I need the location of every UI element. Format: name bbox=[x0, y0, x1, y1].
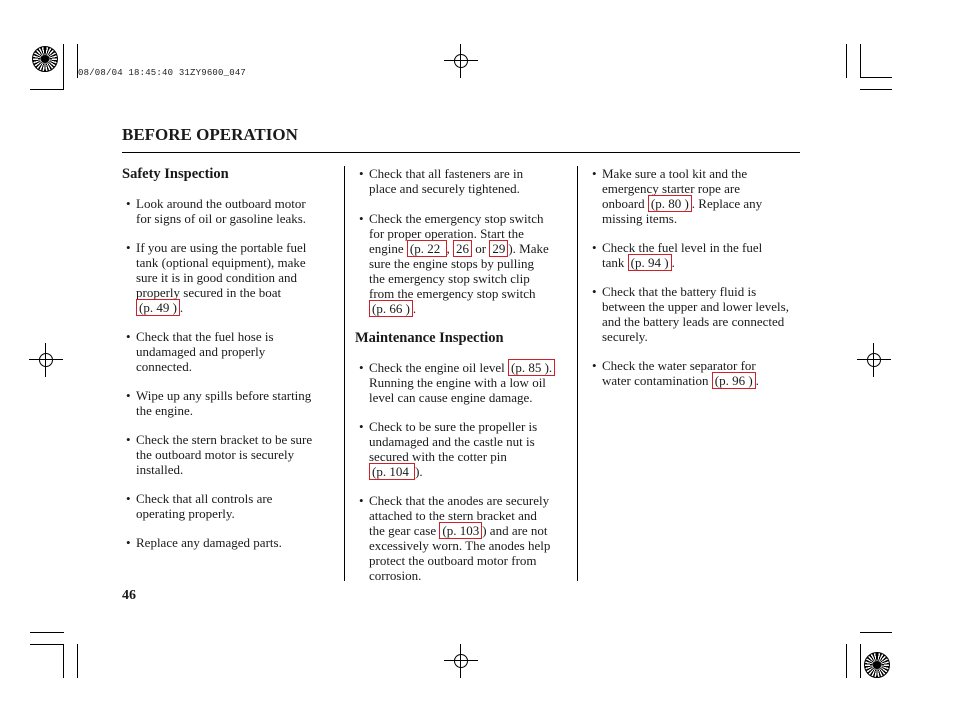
print-metadata: 08/08/04 18:45:40 31ZY9600_047 bbox=[78, 68, 247, 78]
list-item: • Check that the battery fluid is between the upper and lower levels, and the battery leads are connected securely. bbox=[592, 284, 789, 344]
list-item: • Make sure a tool kit and the emergency starter rope are onboard (p. 80 ) . Replace any missing items. bbox=[592, 166, 763, 226]
page-reference-link[interactable]: (p. 66 ) bbox=[369, 300, 413, 317]
list-item: • Check the emergency stop switch for proper operation. Start the engine (p. 22 , 26 or 29 ). Make sure the engine stops by pulling the emergency stop switch clip from the emergency stop switch (p. 66 ) . bbox=[359, 211, 549, 316]
list-item: • Check that the fuel hose is undamaged and properly connected. bbox=[126, 329, 274, 374]
column-checks bbox=[588, 166, 803, 388]
page-reference-link[interactable]: (p. 22 bbox=[407, 240, 447, 257]
crop-mark bbox=[63, 644, 64, 678]
list-item: • Check the water separator for water contamination (p. 96 ) . bbox=[592, 358, 759, 388]
page-reference-link[interactable]: 29 bbox=[489, 240, 508, 257]
page-reference-link[interactable]: 26 bbox=[453, 240, 472, 257]
crop-mark bbox=[860, 632, 892, 633]
registration-crosshair-left bbox=[29, 343, 63, 377]
registration-sunburst-top-left bbox=[32, 46, 58, 72]
crop-mark bbox=[846, 644, 847, 678]
registration-crosshair-bottom bbox=[444, 644, 478, 678]
crop-mark bbox=[846, 44, 847, 78]
registration-crosshair-top bbox=[444, 44, 478, 78]
page-reference-link[interactable]: (p. 80 ) bbox=[648, 195, 692, 212]
page-reference-link[interactable]: (p. 85 ). bbox=[508, 359, 555, 376]
column-safety bbox=[122, 166, 337, 550]
section-title: BEFORE OPERATION bbox=[122, 125, 298, 144]
page-number: 46 bbox=[122, 588, 136, 603]
page-reference-link[interactable]: (p. 103 bbox=[439, 522, 482, 539]
page-reference-link[interactable]: (p. 104 bbox=[369, 463, 415, 480]
crop-mark bbox=[860, 89, 892, 90]
list-item: • Check the stern bracket to be sure the outboard motor is securely installed. bbox=[126, 432, 313, 477]
title-rule bbox=[122, 152, 800, 153]
list-item: • Look around the outboard motor for signs of oil or gasoline leaks. bbox=[126, 196, 307, 226]
list-item: • Check that all controls are operating properly. bbox=[126, 491, 273, 521]
crop-mark bbox=[63, 44, 64, 90]
subheading-maintenance-inspection: Maintenance Inspection bbox=[355, 330, 504, 346]
page-reference-link[interactable]: (p. 49 ) bbox=[136, 299, 180, 316]
crop-mark bbox=[30, 644, 64, 645]
registration-crosshair-right bbox=[857, 343, 891, 377]
column-divider bbox=[577, 166, 578, 581]
column-divider bbox=[344, 166, 345, 581]
column-maintenance bbox=[355, 166, 570, 583]
list-item: • Check the engine oil level (p. 85 ). Running the engine with a low oil level can cause engine damage. bbox=[355, 360, 570, 405]
crop-mark bbox=[860, 77, 892, 78]
list-item: • Check that the anodes are securely attached to the stern bracket and the gear case (p. 103 ) and are not excessively worn. The anodes help protect the outboard motor from corrosion. bbox=[359, 493, 551, 583]
page-reference-link[interactable]: (p. 94 ) bbox=[628, 254, 672, 271]
page-reference-link[interactable]: (p. 96 ) bbox=[712, 372, 756, 389]
crop-mark bbox=[30, 632, 64, 633]
crop-mark bbox=[860, 44, 861, 78]
list-item: • Check to be sure the propeller is undamaged and the castle nut is secured with the cotter pin (p. 104 ). bbox=[359, 419, 538, 479]
list-item: • Check that all fasteners are in place and securely tightened. bbox=[359, 166, 524, 196]
list-item: • Check the fuel level in the fuel tank (p. 94 ) . bbox=[592, 240, 763, 270]
subheading-safety-inspection: Safety Inspection bbox=[122, 166, 229, 182]
crop-mark bbox=[77, 644, 78, 678]
crop-mark bbox=[860, 644, 861, 678]
list-item: • If you are using the portable fuel tank (optional equipment), make sure it is in good condition and properly secured in the boat (p. 49 ) . bbox=[126, 240, 307, 315]
registration-sunburst-bottom-right bbox=[864, 652, 890, 678]
list-item: • Replace any damaged parts. bbox=[126, 535, 282, 550]
crop-mark bbox=[30, 89, 64, 90]
list-item: • Wipe up any spills before starting the engine. bbox=[126, 388, 312, 418]
